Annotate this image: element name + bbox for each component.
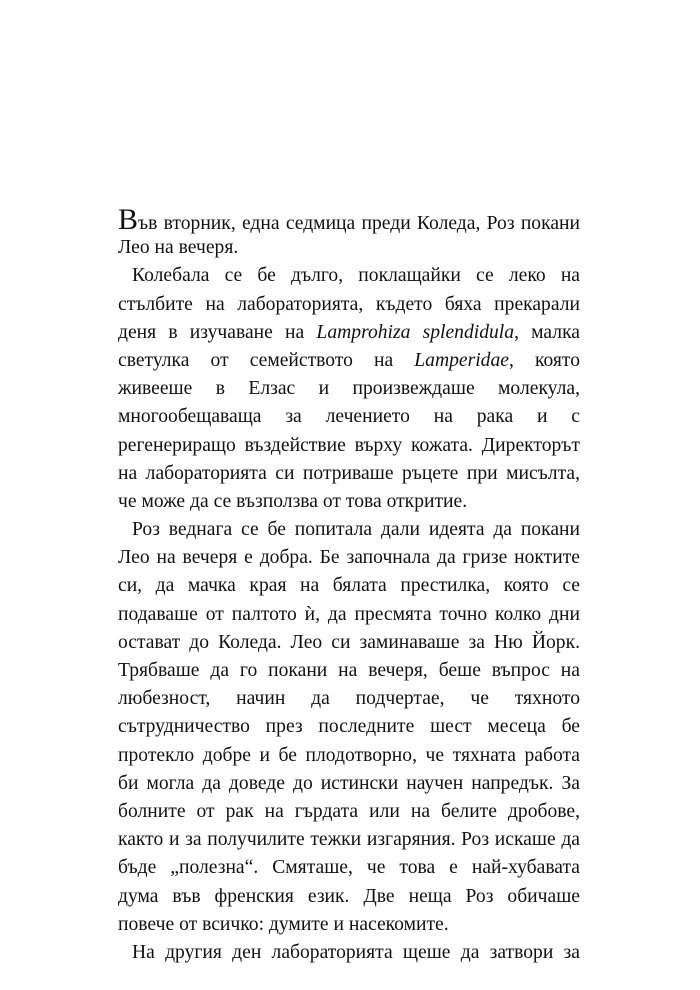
text-line: сътрудничество през последните шест месеца бе [118,716,580,738]
text-line: стълбите на лабораторията, където бяха прекарали [118,293,580,315]
text-line: си, да мачка края на бялата престилка, която се [118,575,580,597]
text-line: на лабораторията си потриваше ръцете при мисълта, [118,462,580,484]
text-line: подаваше от палтото ѝ, да пресмята точно колко дни [118,603,580,625]
text-line: остават до Коледа. Лео си заминаваше за Ню Йорк. [118,631,580,653]
text-line: На другия ден лабораторията щеше да затвори за [132,941,580,963]
text-line: Роз веднага се бе попитала дали идеята да покани [132,519,580,541]
text-line: живееше в Елзас и произвеждаше молекула, [118,378,580,400]
text-line: Трябваше да го покани на вечеря, беше въпрос на [118,660,580,681]
text-line: че може да се възползва от това откритие. [118,490,468,512]
text-line: деня в изучаване на Lamprohiza splendidula, малка [118,321,580,343]
text-line: Лео на вечеря е добра. Бе започнала да гризе ноктите [118,547,580,569]
text-line: би могла да доведе до истински научен напредък. За [118,772,580,794]
text-line: Колебала се бе дълго, поклащайки се леко на [132,265,580,287]
text-line: болните от рак на гърдата или на белите дробове, [118,800,580,822]
text-line: Лео на вечеря. [118,237,239,259]
text-line: многообещаваща за лечението на рака и с [118,406,580,428]
species-name: Lamprohiza splendidula [316,321,515,343]
text-line: дума във френския език. Две неща Роз обичаше [118,885,580,907]
text-line: светулка от семейството на Lamperidae, която [118,349,580,371]
text-line: Във вторник, една седмица преди Коледа, Роз покани [118,206,580,234]
text-line: повече от всичко: думите и насекомите. [118,913,449,935]
text-line: бъде „полезна“. Смяташе, че това е най-хубавата [118,857,580,879]
text-line: любезност, начин да подчертае, че тяхното [118,688,580,710]
family-name: Lamperidae [414,349,509,371]
text-line: регенериращо въздействие върху кожата. Директорът [118,434,580,456]
text-line: протекло добре и бе плодотворно, че тяхната работа [118,744,580,766]
body-text [118,206,580,967]
drop-cap: В [118,206,139,235]
text-line: както и за получилите тежки изгаряния. Роз искаше да [118,829,580,851]
